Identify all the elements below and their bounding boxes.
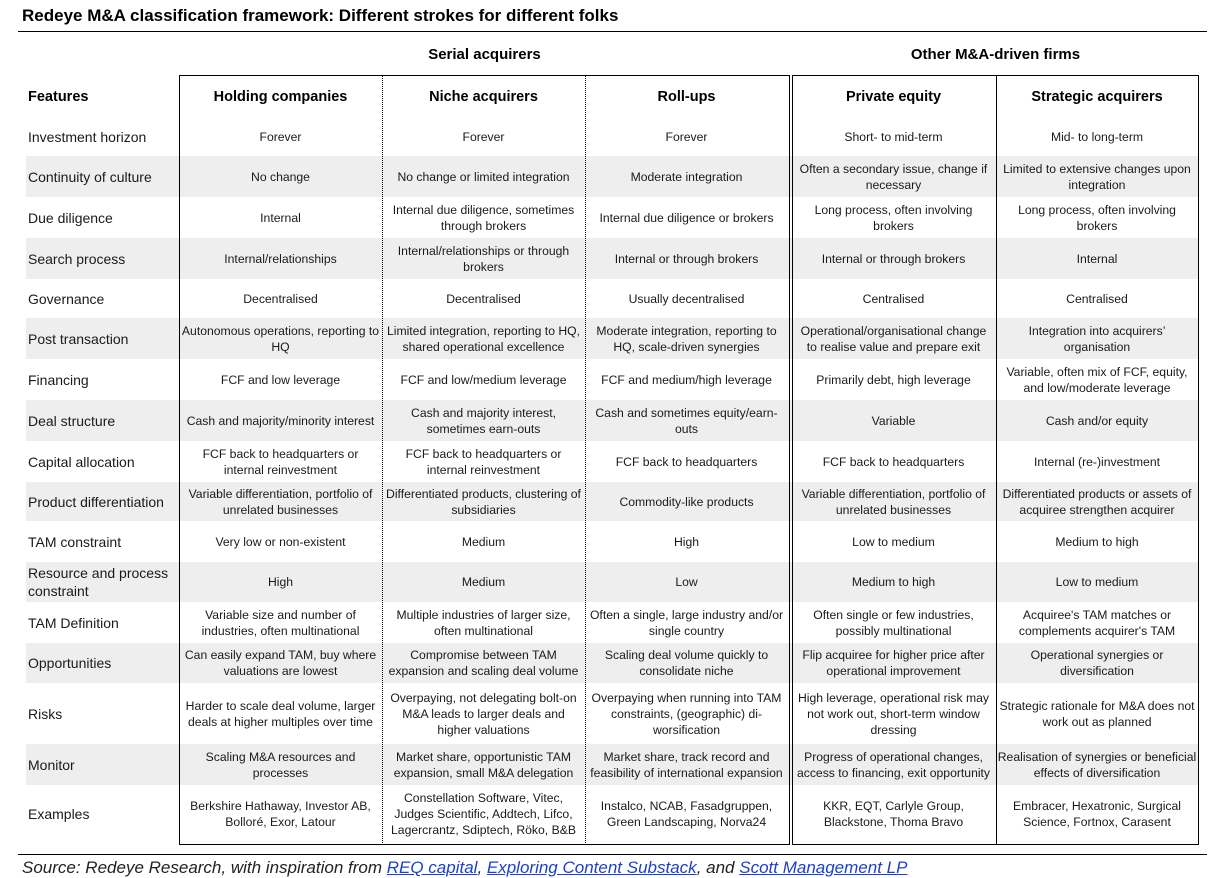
table-cell: Cash and sometimes equity/earn-outs <box>595 405 778 436</box>
table-row <box>26 643 1199 683</box>
table-cell: Low to medium <box>852 534 935 549</box>
table-cell: Low to medium <box>1055 575 1139 589</box>
table-cell: Can easily expand TAM, buy where valuations are lowest <box>184 648 377 678</box>
table-cell: Limited integration, reporting to HQ, shared operational excellence <box>386 323 581 354</box>
table-cell: Variable differentiation, portfolio of unrelated businesses <box>188 486 373 517</box>
table-cell: Internal (re-)investment <box>1034 454 1160 469</box>
table-row <box>26 359 1199 400</box>
table-cell: Internal due diligence or brokers <box>599 210 774 225</box>
table-cell: Forever <box>462 130 505 144</box>
row-feature-label: Continuity of culture <box>28 168 152 185</box>
table-cell: Long process, often involving brokers <box>814 202 973 233</box>
table-row <box>26 118 1199 156</box>
table-cell: No change <box>251 169 310 184</box>
column-header: Roll-ups <box>657 89 716 105</box>
table-cell: Moderate integration, reporting to HQ, scale-driven synergies <box>596 323 777 354</box>
table-cell: FCF and medium/high leverage <box>601 372 772 387</box>
table-cell: Moderate integration <box>630 169 743 184</box>
table-cell: Internal or through brokers <box>614 251 759 266</box>
table-cell: Embracer, Hexatronic, Surgical Science, Fortnox, Carasent <box>1013 799 1181 829</box>
row-feature-label: Search process <box>28 250 126 267</box>
table-cell: Primarily debt, high leverage <box>816 372 971 387</box>
table-cell: Limited to extensive changes upon integration <box>1003 161 1191 192</box>
table-cell: Commodity-like products <box>619 494 754 509</box>
table-cell: Mid- to long-term <box>1050 130 1144 144</box>
table-cell: Low <box>675 575 698 589</box>
table-cell: Integration into acquirers’ organisation <box>1028 323 1166 354</box>
table-cell: Overpaying, not delegating bolt-on M&A leads to larger deals and higher valuations <box>390 690 577 737</box>
table-cell: Differentiated products or assets of acquiree strengthen acquirer <box>1002 486 1192 517</box>
table-cell: Internal or through brokers <box>821 251 966 266</box>
table-cell: Variable size and number of industries, often multinational <box>201 607 360 638</box>
group-label-serial-acquirers: Serial acquirers <box>428 46 541 63</box>
table-cell: Progress of operational changes, access to financing, exit opportunity <box>796 749 991 780</box>
source-link-req-capital[interactable]: REQ capital <box>386 858 478 877</box>
row-feature-label: Deal structure <box>28 412 116 429</box>
table-row <box>26 744 1199 785</box>
table-cell: Constellation Software, Vitec, Judges Scientific, Addtech, Lifco, Lagercrantz, Sdiptech, Röko, B&B <box>391 791 576 837</box>
table-cell: Strategic rationale for M&A does not work out as planned <box>999 698 1195 729</box>
table-cell: FCF and low/medium leverage <box>400 372 567 387</box>
table-cell: FCF back to headquarters <box>822 454 965 469</box>
row-feature-label: TAM Definition <box>28 614 119 631</box>
table-cell: Internal/relationships <box>224 251 337 266</box>
table-cell: Variable, often mix of FCF, equity, and low/moderate leverage <box>1006 364 1188 395</box>
table-row <box>26 238 1199 279</box>
table-cell: FCF back to headquarters or internal reinvestment <box>405 446 562 477</box>
table-cell: Very low or non-existent <box>215 534 346 549</box>
row-feature-label: Opportunities <box>28 655 112 671</box>
table-cell: Internal due diligence, sometimes through brokers <box>392 202 575 233</box>
table-cell: Scaling deal volume quickly to consolidate niche <box>604 648 769 678</box>
table-cell: Cash and majority interest, sometimes earn-outs <box>411 405 556 436</box>
column-header: Private equity <box>845 89 942 105</box>
table-cell: Berkshire Hathaway, Investor AB, Bolloré, Exor, Latour <box>190 799 371 829</box>
table-row <box>26 683 1199 744</box>
table-row <box>26 279 1199 318</box>
table-cell: Acquiree's TAM matches or complements acquirer's TAM <box>1018 607 1176 638</box>
table-cell: Internal/relationships or through brokers <box>397 243 570 274</box>
table-cell: Harder to scale deal volume, larger deals at higher multiples over time <box>185 698 376 729</box>
table-row <box>26 156 1199 197</box>
table-header-row <box>26 79 1199 115</box>
table-cell: Forever <box>259 130 302 144</box>
table-cell: Operational/organisational change to realise value and prepare exit <box>800 323 987 354</box>
table-row <box>26 562 1199 602</box>
column-header: Holding companies <box>213 89 348 105</box>
row-feature-label: TAM constraint <box>28 533 122 550</box>
table-cell: FCF back to headquarters or internal reinvestment <box>202 446 359 477</box>
table-cell: Realisation of synergies or beneficial effects of diversification <box>997 749 1197 780</box>
table-cell: Long process, often involving brokers <box>1018 202 1176 233</box>
column-header: Strategic acquirers <box>1031 89 1163 105</box>
title-divider <box>18 31 1207 32</box>
table-cell: Variable differentiation, portfolio of unrelated businesses <box>801 486 986 517</box>
table-row <box>26 521 1199 562</box>
table-cell: Autonomous operations, reporting to HQ <box>181 323 380 354</box>
table-cell: Centralised <box>862 291 925 306</box>
group-label-other-ma-firms: Other M&A-driven firms <box>910 46 1081 63</box>
table-cell: Usually decentralised <box>628 291 745 306</box>
table-cell: No change or limited integration <box>397 169 570 184</box>
source-note <box>22 858 1212 878</box>
table-cell: Market share, track record and feasibility of international expansion <box>590 749 783 780</box>
source-divider <box>18 854 1207 855</box>
table-cell: Flip acquiree for higher price after operational improvement <box>802 648 985 678</box>
table-cell: Instalco, NCAB, Fasadgruppen, Green Landscaping, Norva24 <box>600 799 773 829</box>
table-cell: KKR, EQT, Carlyle Group, Blackstone, Thoma Bravo <box>823 799 964 829</box>
table-cell: Forever <box>665 130 708 144</box>
table-cell: Variable <box>871 413 916 428</box>
table-cell: Operational synergies or diversification <box>1030 648 1164 678</box>
table-row <box>26 197 1199 238</box>
table-cell: Medium to high <box>1055 534 1139 549</box>
table-cell: Compromise between TAM expansion and scaling deal volume <box>388 648 579 678</box>
table-cell: Medium to high <box>851 575 936 589</box>
table-row <box>26 318 1199 359</box>
table-cell: Internal <box>1076 251 1118 266</box>
row-feature-label: Investment horizon <box>28 129 147 145</box>
row-feature-label: Examples <box>28 806 90 822</box>
source-prefix: Source: Redeye Research, with inspiration from <box>22 858 387 877</box>
table-cell: Often single or few industries, possibly multinational <box>813 607 974 638</box>
table-cell: Centralised <box>1066 291 1128 306</box>
table-cell: Overpaying when running into TAM constraints, (geographic) di-worsification <box>591 690 782 737</box>
source-separator: , and <box>696 858 740 877</box>
header-features: Features <box>28 89 89 105</box>
table-cell: Differentiated products, clustering of subsidiaries <box>386 486 581 517</box>
table-cell: Internal <box>260 210 301 225</box>
table-row <box>26 441 1199 482</box>
table-cell: FCF and low leverage <box>220 372 341 387</box>
row-feature-label: Governance <box>28 290 105 307</box>
page-title: Redeye M&A classification framework: Different strokes for different folks <box>22 6 619 25</box>
column-header: Niche acquirers <box>429 89 538 105</box>
table-cell: Decentralised <box>243 291 318 306</box>
table-row <box>26 482 1199 521</box>
table-cell: High leverage, operational risk may not work out, short-term window dressing <box>797 690 990 737</box>
table-cell: Market share, opportunistic TAM expansion, small M&A delegation <box>393 749 574 780</box>
row-feature-label: Capital allocation <box>28 453 135 470</box>
table-cell: Cash and/or equity <box>1045 413 1149 428</box>
table-row <box>26 785 1199 843</box>
table-cell: High <box>267 575 294 589</box>
source-link-exploring-content-substack[interactable]: Exploring Content Substack <box>486 858 697 877</box>
table-cell: Scaling M&A resources and processes <box>205 749 356 780</box>
table-cell: Decentralised <box>446 291 521 306</box>
table-cell: Multiple industries of larger size, often multinational <box>396 607 571 638</box>
row-feature-label: Due diligence <box>28 209 113 226</box>
table-cell: Often a secondary issue, change if necessary <box>799 161 988 192</box>
row-feature-label: Monitor <box>28 756 75 773</box>
source-separator: , <box>477 858 487 877</box>
table-row <box>26 602 1199 643</box>
row-feature-label: Product differentiation <box>28 493 164 510</box>
row-feature-label: Risks <box>28 705 63 722</box>
table-cell: FCF back to headquarters <box>615 454 758 469</box>
row-feature-label: Financing <box>28 371 89 388</box>
table-cell: Medium <box>461 534 506 549</box>
table-cell: Cash and majority/minority interest <box>186 413 375 428</box>
table-cell: Medium <box>461 575 506 589</box>
table-cell: Short- to mid-term <box>844 130 943 144</box>
row-feature-label: Post transaction <box>28 330 129 347</box>
table-cell: High <box>673 534 700 549</box>
source-link-scott-management[interactable]: Scott Management LP <box>739 858 908 877</box>
row-feature-label: Resource and process constraint <box>28 565 169 599</box>
table-cell: Often a single, large industry and/or single country <box>589 607 784 638</box>
table-row <box>26 400 1199 441</box>
